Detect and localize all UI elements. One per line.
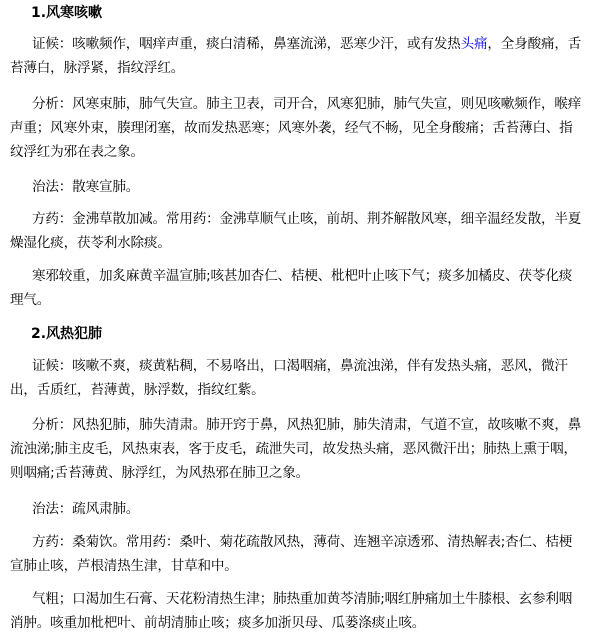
- fangyao-paragraph: 方药：桑菊饮。常用药：桑叶、菊花疏散风热，薄荷、连翘辛凉透邪、清热解表;杏仁、桔梗宣肺止咳，芦根清热生津，甘草和中。: [10, 534, 573, 574]
- fenxi-paragraph: 分析：风热犯肺，肺失清肃。肺开窍于鼻，风热犯肺，肺失清肃，气道不宣，故咳嗽不爽，鼻流浊涕;肺主皮毛，风热束表，客于皮毛，疏泄失司，故发热头痛，恶风微汗出；肺热上熏于咽，则咽痛;舌苔薄黄、脉浮红，为风热邪在肺卫之象。: [10, 417, 582, 481]
- zhenghou-text-rest: ，全身酸痛，舌苔薄白，脉浮紧，指纹浮红。: [10, 36, 582, 76]
- headache-link[interactable]: 头痛: [460, 36, 488, 52]
- zhifa-paragraph: 治法：疏风肃肺。: [32, 501, 140, 517]
- jiajian-paragraph: 气粗；口渴加生石膏、天花粉清热生津；肺热重加黄芩清肺;咽红肿痛加土牛膝根、玄参利咽消肿。咳重加枇杷叶、前胡清肺止咳；痰多加浙贝母、瓜蒌涤痰止咳。: [10, 591, 573, 631]
- zhenghou-paragraph: 证候：咳嗽不爽，痰黄粘稠，不易咯出，口渴咽痛，鼻流浊涕，伴有发热头痛，恶风，微汗出，舌质红，苔薄黄，脉浮数，指纹红紫。: [10, 358, 568, 398]
- zhenghou-text: 证候：咳嗽频作，咽痒声重，痰白清稀，鼻塞流涕，恶寒少汗，或有发热: [32, 36, 461, 52]
- zhenghou-paragraph: [10, 32, 584, 80]
- section-heading: 1.风寒咳嗽: [31, 5, 103, 21]
- fenxi-paragraph: 分析：风寒束肺，肺气失宣。肺主卫表，司开合，风寒犯肺，肺气失宣，则见咳嗽频作，喉痒声重；风寒外束，腠理闭塞，故而发热恶寒；风寒外袭，经气不畅，见全身酸痛；舌苔薄白、指纹浮红为邪在表之象。: [10, 96, 582, 160]
- section-heading: 2.风热犯肺: [31, 326, 103, 342]
- jiajian-paragraph: 寒邪较重，加炙麻黄辛温宣肺;咳甚加杏仁、桔梗、枇杷叶止咳下气；痰多加橘皮、茯苓化痰理气。: [10, 268, 573, 308]
- zhifa-paragraph: 治法：散寒宣肺。: [32, 179, 140, 195]
- fangyao-paragraph: 方药：金沸草散加减。常用药：金沸草顺气止咳，前胡、荆芥解散风寒，细辛温经发散，半夏燥湿化痰，茯苓利水除痰。: [10, 211, 582, 251]
